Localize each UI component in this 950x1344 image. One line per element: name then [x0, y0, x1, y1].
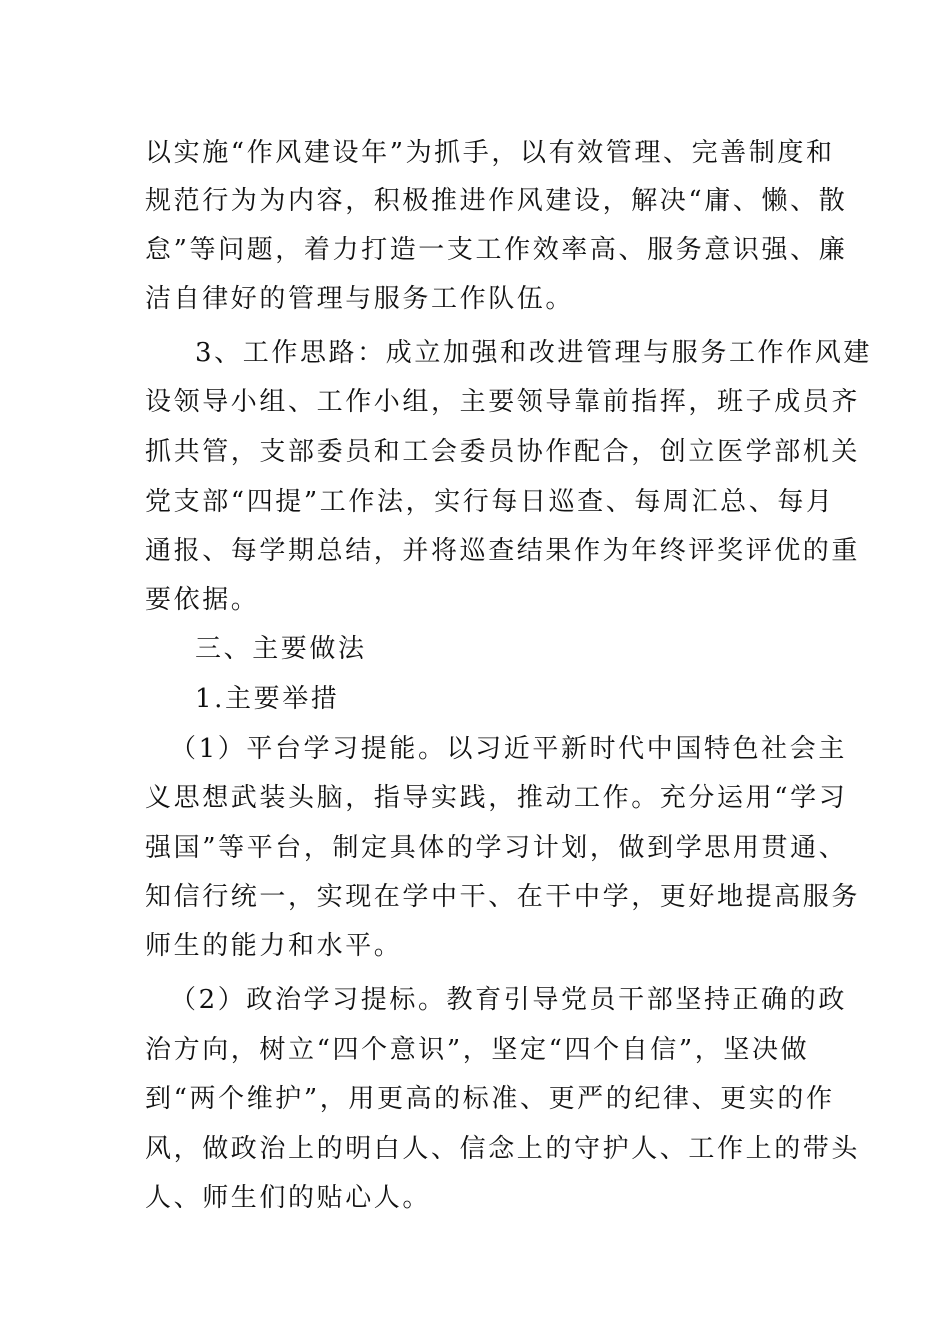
subsection-heading: 1.主要举措 [195, 684, 340, 714]
paragraph-line: 要依据。 [145, 585, 260, 615]
paragraph-line: 师生的能力和水平。 [145, 931, 403, 961]
paragraph-line: 强国”等平台，制定具体的学习计划，做到学思用贯通、 [145, 833, 848, 863]
paragraph-line: 党支部“四提”工作法，实行每日巡查、每周汇总、每月 [145, 487, 835, 517]
paragraph-line: 风，做政治上的明白人、信念上的守护人、工作上的带头 [145, 1134, 861, 1164]
paragraph-line: （1）平台学习提能。以习近平新时代中国特色社会主 [170, 734, 847, 764]
paragraph-line: 3、工作思路：成立加强和改进管理与服务工作作风建 [195, 338, 872, 368]
paragraph-line: 知信行统一，实现在学中干、在干中学，更好地提高服务 [145, 882, 861, 912]
paragraph-line: 抓共管，支部委员和工会委员协作配合，创立医学部机关 [145, 437, 861, 467]
paragraph-line: 怠”等问题，着力打造一支工作效率高、服务意识强、廉 [145, 235, 848, 265]
paragraph-line: 到“两个维护”，用更高的标准、更严的纪律、更实的作 [145, 1084, 835, 1114]
section-heading: 三、主要做法 [195, 634, 367, 664]
paragraph-line: 设领导小组、工作小组，主要领导靠前指挥，班子成员齐 [145, 387, 861, 417]
paragraph-line: 通报、每学期总结，并将巡查结果作为年终评奖评优的重 [145, 536, 861, 566]
paragraph-line: 治方向，树立“四个意识”，坚定“四个自信”，坚决做 [145, 1035, 810, 1065]
paragraph-line: 人、师生们的贴心人。 [145, 1183, 432, 1213]
paragraph-line: 洁自律好的管理与服务工作队伍。 [145, 284, 575, 314]
paragraph-line: 义思想武装头脑，指导实践，推动工作。充分运用“学习 [145, 783, 848, 813]
paragraph-line: 以实施“作风建设年”为抓手，以有效管理、完善制度和 [145, 138, 835, 168]
paragraph-line: （2）政治学习提标。教育引导党员干部坚持正确的政 [170, 985, 847, 1015]
paragraph-line: 规范行为为内容，积极推进作风建设，解决“庸、懒、散 [145, 186, 848, 216]
